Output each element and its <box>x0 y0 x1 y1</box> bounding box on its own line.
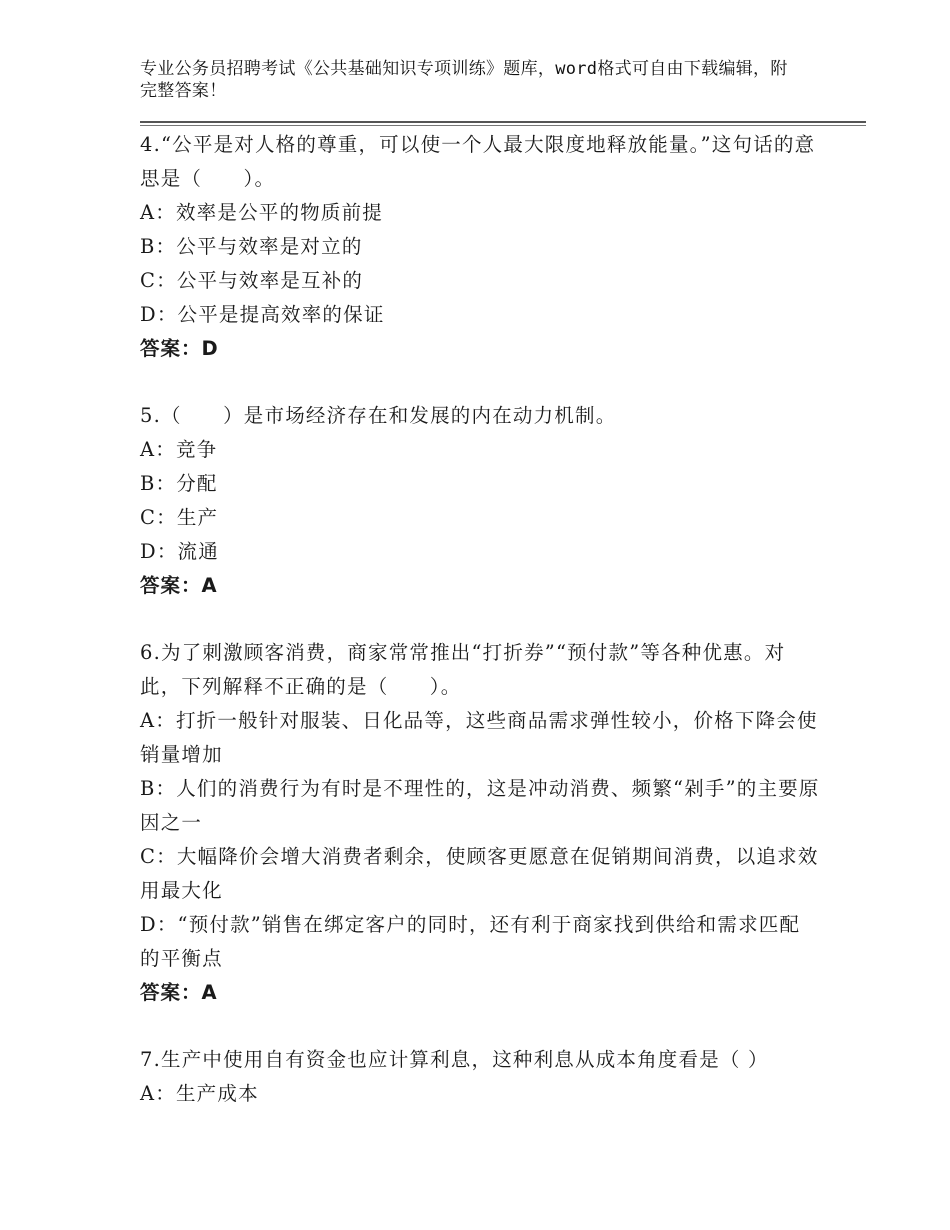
option-d: D：公平是提高效率的保证 <box>140 303 385 326</box>
option-a: A：竞争 <box>140 438 218 461</box>
answer-label: 答案：A <box>140 574 218 597</box>
option-b: B：公平与效率是对立的 <box>140 235 363 258</box>
question-list <box>140 128 820 1142</box>
question-stem: 6.为了刺激顾客消费，商家常常推出“打折券”“预付款”等各种优惠。对此，下列解释不正确的是（ ）。 <box>140 641 786 698</box>
option-b: B：人们的消费行为有时是不理性的，这是冲动消费、频繁“剁手”的主要原因之一 <box>140 777 820 834</box>
option-a: A：效率是公平的物质前提 <box>140 201 383 224</box>
header-divider-thin <box>140 125 866 126</box>
option-c: C：大幅降价会增大消费者剩余，使顾客更愿意在促销期间消费，以追求效用最大化 <box>140 845 819 902</box>
option-a: A：打折一般针对服装、日化品等，这些商品需求弹性较小，价格下降会使销量增加 <box>140 709 818 766</box>
option-d: D：流通 <box>140 540 219 563</box>
question-stem: 5.（ ）是市场经济存在和发展的内在动力机制。 <box>140 404 617 427</box>
question-6 <box>140 636 820 1010</box>
question-5 <box>140 399 820 603</box>
option-d: D：“预付款”销售在绑定客户的同时，还有利于商家找到供给和需求匹配的平衡点 <box>140 913 801 970</box>
header-divider-thick <box>140 121 866 123</box>
answer-label: 答案：A <box>140 981 218 1004</box>
option-c: C：公平与效率是互补的 <box>140 269 364 292</box>
option-a: A：生产成本 <box>140 1082 259 1105</box>
document-header: 专业公务员招聘考试《公共基础知识专项训练》题库，word格式可自由下载编辑，附完整答案！ <box>140 59 788 101</box>
question-7 <box>140 1043 820 1111</box>
answer-label: 答案：D <box>140 337 219 360</box>
question-stem: 4.“公平是对人格的尊重，可以使一个人最大限度地释放能量。”这句话的意思是（ ）。 <box>140 133 816 190</box>
question-stem: 7.生产中使用自有资金也应计算利息，这种利息从成本角度看是（ ） <box>140 1048 769 1071</box>
option-b: B：分配 <box>140 472 218 495</box>
question-4 <box>140 128 820 366</box>
option-c: C：生产 <box>140 506 219 529</box>
